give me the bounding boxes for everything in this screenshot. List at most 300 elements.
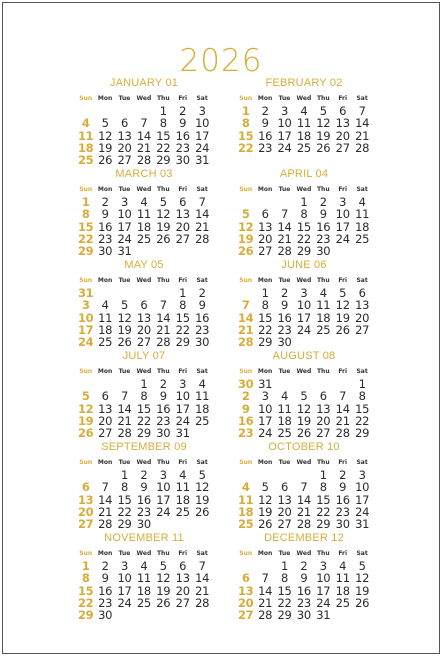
weekday-header: Fri xyxy=(338,95,348,102)
sunday-date: 9 xyxy=(241,401,250,416)
date-cell: 26 xyxy=(156,595,171,610)
date-cell: 7 xyxy=(120,389,128,404)
week-row xyxy=(76,130,212,142)
date-cell: 11 xyxy=(175,480,190,495)
week-row xyxy=(76,494,212,506)
date-cell: 1 xyxy=(159,104,167,118)
week-row xyxy=(76,142,212,154)
date-cell: 23 xyxy=(98,231,113,246)
date-cell: 22 xyxy=(175,322,190,337)
date-cell: 13 xyxy=(316,401,331,416)
week-row xyxy=(236,378,372,390)
week-row xyxy=(76,221,212,233)
date-cell: 22 xyxy=(258,322,273,337)
date-cell: 30 xyxy=(316,244,331,259)
weekday-header: Sun xyxy=(79,459,93,466)
week-row xyxy=(236,287,372,299)
week-row xyxy=(76,572,212,584)
date-cell: 18 xyxy=(316,310,331,325)
date-cell: 12 xyxy=(258,492,273,507)
date-cell: 19 xyxy=(156,219,171,234)
weekday-header: Thu xyxy=(156,459,170,466)
date-cell: 16 xyxy=(156,401,171,416)
week-row xyxy=(236,324,372,336)
date-cell: 15 xyxy=(136,401,151,416)
month-block xyxy=(236,350,372,440)
date-cell: 16 xyxy=(316,219,331,234)
date-cell: 25 xyxy=(316,322,331,337)
month-title: JUNE 06 xyxy=(281,259,327,271)
sunday-date: 29 xyxy=(77,244,94,259)
date-cell: 27 xyxy=(175,231,190,246)
date-cell: 10 xyxy=(316,571,331,586)
date-cell: 8 xyxy=(300,207,308,222)
weekday-header: Mon xyxy=(257,95,273,102)
date-cell: 10 xyxy=(258,401,273,416)
sunday-date: 13 xyxy=(237,583,254,598)
date-cell: 12 xyxy=(335,298,350,313)
week-row xyxy=(76,597,212,609)
date-cell: 3 xyxy=(120,195,128,209)
date-cell: 26 xyxy=(355,595,370,610)
weekday-header: Sun xyxy=(239,186,253,193)
weekday-header: Fri xyxy=(338,277,348,284)
date-cell: 2 xyxy=(339,468,347,482)
date-cell: 20 xyxy=(175,583,190,598)
date-cell: 25 xyxy=(136,595,151,610)
week-row xyxy=(76,378,212,390)
date-cell: 23 xyxy=(335,504,350,519)
month-block xyxy=(76,77,212,167)
date-cell: 12 xyxy=(156,207,171,222)
date-cell: 17 xyxy=(156,492,171,507)
week-row xyxy=(236,233,372,245)
sunday-date: 6 xyxy=(81,480,90,495)
date-cell: 3 xyxy=(198,104,206,118)
weekday-header: Mon xyxy=(97,95,113,102)
date-cell: 17 xyxy=(355,492,370,507)
date-cell: 14 xyxy=(98,492,113,507)
sunday-date: 22 xyxy=(237,140,254,155)
date-cell: 21 xyxy=(195,219,210,234)
sunday-date: 1 xyxy=(81,195,90,209)
date-cell: 24 xyxy=(355,504,370,519)
date-cell: 15 xyxy=(156,128,171,143)
week-row xyxy=(76,506,212,518)
date-cell: 5 xyxy=(198,468,206,482)
date-cell: 5 xyxy=(159,195,167,209)
weekday-header: Thu xyxy=(156,186,170,193)
week-row xyxy=(76,415,212,427)
week-row xyxy=(76,117,212,129)
sunday-date: 19 xyxy=(237,231,254,246)
date-cell: 2 xyxy=(300,559,308,573)
date-cell: 13 xyxy=(136,310,151,325)
sunday-date: 5 xyxy=(241,207,250,222)
date-cell: 16 xyxy=(98,583,113,598)
sunday-date: 15 xyxy=(77,219,94,234)
date-cell: 11 xyxy=(316,298,331,313)
date-cell: 2 xyxy=(280,286,288,300)
date-cell: 29 xyxy=(277,608,292,623)
date-cell: 7 xyxy=(300,480,308,495)
week-row xyxy=(76,609,212,621)
date-cell: 6 xyxy=(319,389,327,404)
date-cell: 28 xyxy=(98,517,113,532)
weekday-header: Wed xyxy=(136,550,152,557)
weekday-header: Fri xyxy=(178,368,188,375)
date-cell: 6 xyxy=(101,389,109,404)
weekday-header: Sat xyxy=(356,459,368,466)
weekday-header: Wed xyxy=(296,459,312,466)
date-cell: 31 xyxy=(117,244,132,259)
date-cell: 27 xyxy=(277,517,292,532)
date-cell: 18 xyxy=(195,401,210,416)
week-row xyxy=(236,415,372,427)
week-row xyxy=(76,105,212,117)
month-block xyxy=(76,350,212,440)
date-cell: 5 xyxy=(159,559,167,573)
date-cell: 21 xyxy=(136,140,151,155)
weekday-header: Thu xyxy=(156,550,170,557)
date-cell: 14 xyxy=(296,492,311,507)
week-row xyxy=(236,130,372,142)
date-cell: 26 xyxy=(296,426,311,441)
weekday-header: Wed xyxy=(136,459,152,466)
month-title: SEPTEMBER 09 xyxy=(101,441,187,453)
date-cell: 15 xyxy=(296,219,311,234)
sunday-date: 12 xyxy=(77,401,94,416)
date-cell: 22 xyxy=(355,413,370,428)
date-cell: 28 xyxy=(296,517,311,532)
weekday-header: Sun xyxy=(239,277,253,284)
date-cell: 29 xyxy=(136,426,151,441)
date-cell: 17 xyxy=(195,128,210,143)
week-row xyxy=(236,390,372,402)
date-cell: 10 xyxy=(117,207,132,222)
month-title: APRIL 04 xyxy=(279,168,329,180)
date-cell: 4 xyxy=(140,195,148,209)
sunday-date: 22 xyxy=(77,595,94,610)
date-cell: 18 xyxy=(335,583,350,598)
weekday-header: Mon xyxy=(97,277,113,284)
weekday-header-row xyxy=(76,549,212,558)
sunday-date: 5 xyxy=(81,389,90,404)
date-cell: 4 xyxy=(140,559,148,573)
date-cell: 5 xyxy=(358,559,366,573)
weekday-header: Fri xyxy=(338,368,348,375)
sunday-date: 31 xyxy=(77,286,94,300)
month-title: OCTOBER 10 xyxy=(268,441,340,453)
date-cell: 19 xyxy=(195,492,210,507)
weekday-header: Tue xyxy=(278,95,291,102)
date-cell: 16 xyxy=(335,492,350,507)
date-cell: 30 xyxy=(98,608,113,623)
date-cell: 13 xyxy=(277,492,292,507)
date-cell: 17 xyxy=(316,583,331,598)
date-cell: 4 xyxy=(101,298,109,313)
date-cell: 6 xyxy=(179,195,187,209)
sunday-date: 6 xyxy=(241,571,250,586)
month-title: JULY 07 xyxy=(122,350,166,362)
date-cell: 24 xyxy=(277,140,292,155)
weekday-header: Fri xyxy=(338,550,348,557)
weekday-header-row xyxy=(236,367,372,376)
date-cell: 10 xyxy=(296,298,311,313)
date-cell: 27 xyxy=(335,140,350,155)
sunday-date: 7 xyxy=(241,298,250,313)
date-cell: 12 xyxy=(355,571,370,586)
date-cell: 6 xyxy=(358,286,366,300)
date-cell: 28 xyxy=(355,140,370,155)
date-cell: 25 xyxy=(195,413,210,428)
date-cell: 14 xyxy=(117,401,132,416)
date-cell: 18 xyxy=(136,219,151,234)
sunday-date: 8 xyxy=(81,571,90,586)
month-title: JANUARY 01 xyxy=(109,77,179,89)
week-row xyxy=(236,427,372,439)
date-cell: 12 xyxy=(195,480,210,495)
date-cell: 24 xyxy=(117,595,132,610)
date-cell: 8 xyxy=(179,298,187,313)
sunday-date: 4 xyxy=(81,116,90,131)
date-cell: 25 xyxy=(335,595,350,610)
week-row xyxy=(236,312,372,324)
weekday-header-row xyxy=(76,276,212,285)
date-cell: 18 xyxy=(355,219,370,234)
date-cell: 21 xyxy=(335,413,350,428)
sunday-date: 1 xyxy=(241,104,250,118)
week-row xyxy=(76,518,212,530)
date-cell: 1 xyxy=(300,195,308,209)
date-cell: 16 xyxy=(277,310,292,325)
date-cell: 9 xyxy=(261,116,269,131)
date-cell: 13 xyxy=(355,298,370,313)
date-cell: 18 xyxy=(175,492,190,507)
date-cell: 18 xyxy=(277,413,292,428)
date-cell: 11 xyxy=(136,571,151,586)
weekday-header: Mon xyxy=(257,368,273,375)
sunday-date: 14 xyxy=(237,310,254,325)
weekday-header: Tue xyxy=(278,368,291,375)
date-cell: 5 xyxy=(300,389,308,404)
week-row xyxy=(236,117,372,129)
date-cell: 19 xyxy=(355,583,370,598)
sunday-date: 2 xyxy=(241,389,250,404)
date-cell: 9 xyxy=(319,207,327,222)
date-cell: 23 xyxy=(98,595,113,610)
week-row xyxy=(76,585,212,597)
date-cell: 15 xyxy=(258,310,273,325)
weekday-header: Sun xyxy=(239,459,253,466)
date-cell: 11 xyxy=(277,401,292,416)
week-row xyxy=(76,336,212,348)
date-cell: 13 xyxy=(175,207,190,222)
date-cell: 2 xyxy=(198,286,206,300)
weekday-header: Sun xyxy=(239,95,253,102)
week-row xyxy=(76,324,212,336)
date-cell: 19 xyxy=(117,322,132,337)
date-cell: 30 xyxy=(195,335,210,350)
sunday-date: 24 xyxy=(77,335,94,350)
date-cell: 25 xyxy=(277,426,292,441)
date-cell: 14 xyxy=(277,219,292,234)
week-row xyxy=(236,609,372,621)
sunday-date: 4 xyxy=(241,480,250,495)
date-cell: 27 xyxy=(175,595,190,610)
date-cell: 14 xyxy=(156,310,171,325)
week-row xyxy=(236,336,372,348)
weekday-header-row xyxy=(76,94,212,103)
weekday-header: Sat xyxy=(196,368,208,375)
date-cell: 3 xyxy=(280,104,288,118)
date-cell: 29 xyxy=(316,517,331,532)
weekday-header: Fri xyxy=(178,459,188,466)
date-cell: 28 xyxy=(136,153,151,168)
date-cell: 8 xyxy=(120,480,128,495)
week-row xyxy=(236,506,372,518)
sunday-date: 27 xyxy=(237,608,254,623)
date-cell: 12 xyxy=(296,401,311,416)
date-cell: 25 xyxy=(136,231,151,246)
date-cell: 3 xyxy=(339,195,347,209)
date-cell: 8 xyxy=(159,116,167,131)
sunday-date: 8 xyxy=(81,207,90,222)
weekday-header: Thu xyxy=(316,368,330,375)
date-cell: 24 xyxy=(156,504,171,519)
date-cell: 20 xyxy=(335,128,350,143)
week-row xyxy=(236,196,372,208)
weekday-header: Tue xyxy=(278,459,291,466)
date-cell: 4 xyxy=(300,104,308,118)
weekday-header: Sun xyxy=(79,277,93,284)
date-cell: 26 xyxy=(316,140,331,155)
date-cell: 26 xyxy=(117,335,132,350)
weekday-header: Tue xyxy=(118,186,131,193)
date-cell: 25 xyxy=(355,231,370,246)
date-cell: 20 xyxy=(316,413,331,428)
date-cell: 10 xyxy=(195,116,210,131)
date-cell: 23 xyxy=(156,413,171,428)
date-cell: 19 xyxy=(335,310,350,325)
date-cell: 27 xyxy=(136,335,151,350)
date-cell: 4 xyxy=(319,286,327,300)
date-cell: 14 xyxy=(195,207,210,222)
date-cell: 26 xyxy=(195,504,210,519)
weekday-header: Mon xyxy=(97,186,113,193)
sunday-date: 13 xyxy=(77,492,94,507)
month-title: MARCH 03 xyxy=(115,168,173,180)
date-cell: 5 xyxy=(101,116,109,131)
date-cell: 28 xyxy=(258,608,273,623)
date-cell: 8 xyxy=(280,571,288,586)
date-cell: 21 xyxy=(296,504,311,519)
date-cell: 24 xyxy=(258,426,273,441)
date-cell: 23 xyxy=(136,504,151,519)
year-title: 2026 xyxy=(179,43,263,79)
date-cell: 15 xyxy=(355,401,370,416)
sunday-date: 21 xyxy=(237,322,254,337)
date-cell: 25 xyxy=(296,140,311,155)
date-cell: 27 xyxy=(98,426,113,441)
sunday-date: 20 xyxy=(237,595,254,610)
date-cell: 7 xyxy=(101,480,109,495)
weekday-header: Sun xyxy=(239,550,253,557)
weekday-header: Wed xyxy=(296,277,312,284)
sunday-date: 26 xyxy=(237,244,254,259)
date-cell: 7 xyxy=(140,116,148,131)
weekday-header: Mon xyxy=(97,368,113,375)
date-cell: 14 xyxy=(335,401,350,416)
date-cell: 1 xyxy=(179,286,187,300)
weekday-header: Sat xyxy=(196,459,208,466)
sunday-date: 11 xyxy=(77,128,94,143)
weekday-header: Fri xyxy=(338,459,348,466)
weekday-header: Sun xyxy=(79,186,93,193)
date-cell: 30 xyxy=(156,426,171,441)
date-cell: 28 xyxy=(117,426,132,441)
date-cell: 17 xyxy=(296,310,311,325)
sunday-date: 15 xyxy=(237,128,254,143)
weekday-header: Tue xyxy=(118,277,131,284)
week-row xyxy=(76,403,212,415)
date-cell: 5 xyxy=(120,298,128,313)
weekday-header-row xyxy=(76,458,212,467)
date-cell: 12 xyxy=(316,116,331,131)
sunday-date: 23 xyxy=(237,426,254,441)
date-cell: 3 xyxy=(159,468,167,482)
date-cell: 16 xyxy=(136,492,151,507)
sunday-date: 17 xyxy=(77,322,94,337)
date-cell: 10 xyxy=(335,207,350,222)
date-cell: 16 xyxy=(296,583,311,598)
weekday-header: Wed xyxy=(296,368,312,375)
date-cell: 9 xyxy=(280,298,288,313)
weekday-header: Thu xyxy=(316,95,330,102)
date-cell: 1 xyxy=(140,377,148,391)
weekday-header: Sat xyxy=(196,186,208,193)
date-cell: 31 xyxy=(195,153,210,168)
sunday-date: 8 xyxy=(241,116,250,131)
weekday-header-row xyxy=(236,549,372,558)
month-block xyxy=(236,168,372,258)
date-cell: 2 xyxy=(140,468,148,482)
weekday-header: Fri xyxy=(178,277,188,284)
date-cell: 13 xyxy=(175,571,190,586)
date-cell: 24 xyxy=(296,322,311,337)
weekday-header-row xyxy=(236,185,372,194)
date-cell: 30 xyxy=(335,517,350,532)
weekday-header: Sat xyxy=(196,277,208,284)
date-cell: 23 xyxy=(195,322,210,337)
date-cell: 28 xyxy=(195,595,210,610)
date-cell: 10 xyxy=(277,116,292,131)
date-cell: 14 xyxy=(258,583,273,598)
weekday-header: Mon xyxy=(97,459,113,466)
date-cell: 21 xyxy=(98,504,113,519)
date-cell: 7 xyxy=(159,298,167,313)
weekday-header-row xyxy=(76,367,212,376)
date-cell: 26 xyxy=(98,153,113,168)
weekday-header: Mon xyxy=(257,550,273,557)
date-cell: 28 xyxy=(195,231,210,246)
date-cell: 22 xyxy=(296,231,311,246)
date-cell: 16 xyxy=(195,310,210,325)
date-cell: 13 xyxy=(117,128,132,143)
week-row xyxy=(76,233,212,245)
month-block xyxy=(236,441,372,531)
date-cell: 8 xyxy=(140,389,148,404)
